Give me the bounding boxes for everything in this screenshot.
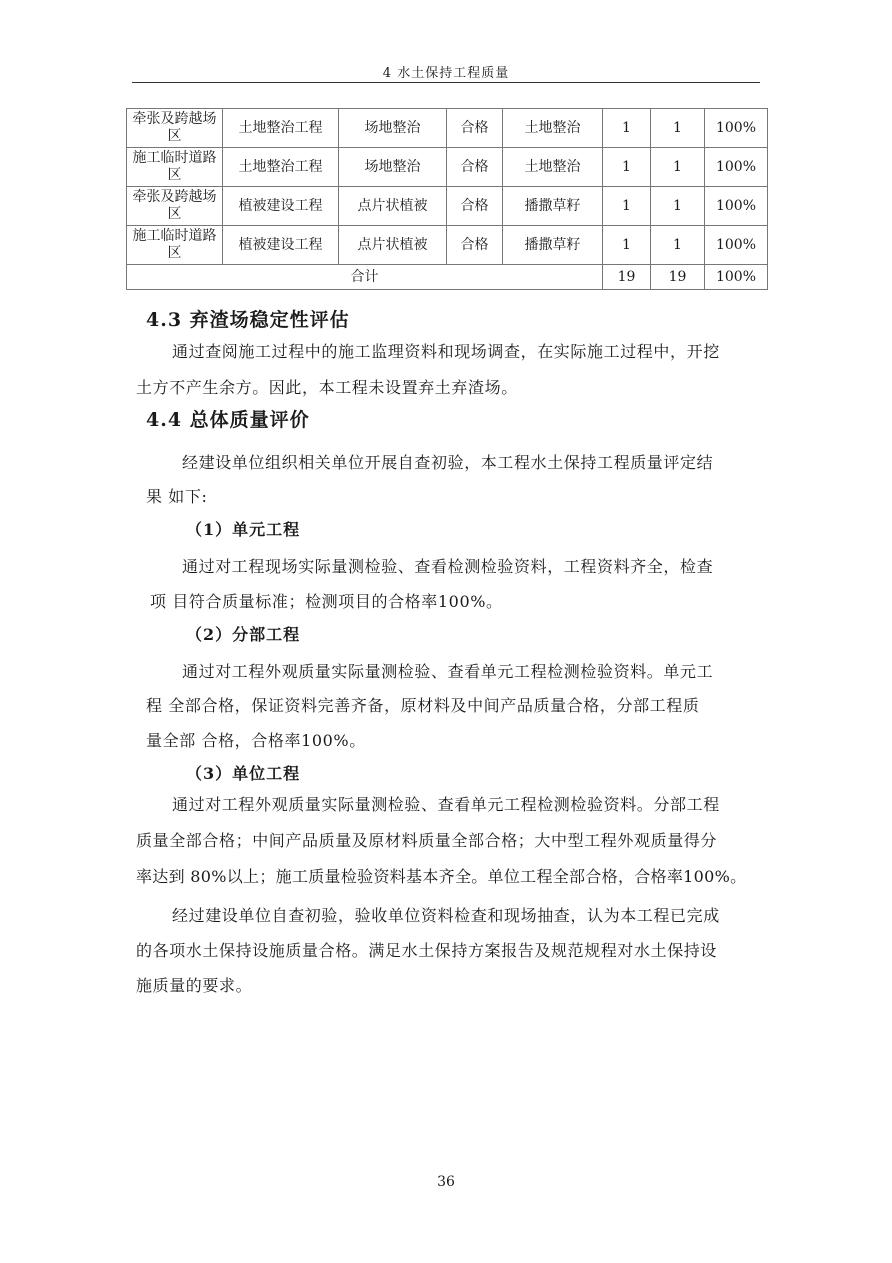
qualified-count-cell: 1 — [651, 148, 705, 187]
project-type-cell: 植被建设工程 — [223, 187, 339, 226]
qualified-count-cell: 1 — [651, 187, 705, 226]
subheading-whole-project: （3）单位工程 — [186, 764, 301, 783]
project-type-cell: 土地整治工程 — [223, 148, 339, 187]
area-cell: 施工临时道路区 — [127, 226, 223, 265]
area-cell: 牵张及跨越场区 — [127, 187, 223, 226]
measure-cell: 播撒草籽 — [503, 226, 603, 265]
grade-cell: 合格 — [447, 109, 503, 148]
paragraph-part-line-2: 程 全部合格，保证资料完善齐备，原材料及中间产品质量合格，分部工程质 — [146, 696, 700, 715]
area-cell: 牵张及跨越场区 — [127, 109, 223, 148]
total-label: 合计 — [127, 265, 603, 290]
table-total-row — [127, 265, 768, 290]
subproject-cell: 场地整治 — [339, 148, 447, 187]
paragraph-4-3-line-2: 土方不产生余方。因此，本工程未设置弃土弃渣场。 — [136, 378, 518, 397]
paragraph-conclusion-line-2: 的各项水土保持设施质量合格。满足水土保持方案报告及规范规程对水土保持设 — [136, 941, 718, 960]
project-type-cell: 植被建设工程 — [223, 226, 339, 265]
grade-cell: 合格 — [447, 226, 503, 265]
table-row — [127, 148, 768, 187]
total-count-2: 19 — [651, 265, 705, 290]
area-cell: 施工临时道路区 — [127, 148, 223, 187]
subproject-cell: 点片状植被 — [339, 226, 447, 265]
page-number: 36 — [437, 1174, 455, 1190]
subproject-cell: 点片状植被 — [339, 187, 447, 226]
heading-4-4: 4.4 总体质量评价 — [146, 409, 310, 431]
paragraph-4-4-intro-line-2: 果 如下: — [146, 487, 208, 506]
rate-cell: 100% — [705, 187, 768, 226]
count-cell: 1 — [603, 148, 651, 187]
qualified-count-cell: 1 — [651, 226, 705, 265]
paragraph-whole-line-2: 质量全部合格；中间产品质量及原材料质量全部合格；大中型工程外观质量得分 — [136, 831, 718, 850]
paragraph-whole-line-3: 率达到 80%以上；施工质量检验资料基本齐全。单位工程全部合格，合格率100%。 — [136, 867, 747, 886]
paragraph-part-line-3: 量全部 合格，合格率100%。 — [146, 731, 366, 750]
paragraph-conclusion-line-1: 经过建设单位自查初验，验收单位资料检查和现场抽查，认为本工程已完成 — [172, 906, 720, 925]
heading-4-3: 4.3 弃渣场稳定性评估 — [146, 309, 350, 331]
rate-cell: 100% — [705, 109, 768, 148]
qualified-count-cell: 1 — [651, 109, 705, 148]
paragraph-4-4-intro-line-1: 经建设单位组织相关单位开展自查初验，本工程水土保持工程质量评定结 — [182, 453, 714, 472]
grade-cell: 合格 — [447, 148, 503, 187]
paragraph-part-line-1: 通过对工程外观质量实际量测检验、查看单元工程检测检验资料。单元工 — [182, 662, 714, 681]
count-cell: 1 — [603, 226, 651, 265]
total-rate: 100% — [705, 265, 768, 290]
table-row — [127, 226, 768, 265]
count-cell: 1 — [603, 109, 651, 148]
running-header: 4 水土保持工程质量 — [382, 66, 510, 81]
header-rule — [132, 82, 760, 83]
subheading-part-project: （2）分部工程 — [186, 625, 301, 644]
measure-cell: 土地整治 — [503, 109, 603, 148]
rate-cell: 100% — [705, 226, 768, 265]
paragraph-conclusion-line-3: 施质量的要求。 — [136, 976, 253, 995]
subheading-unit-project: （1）单元工程 — [186, 520, 301, 539]
total-count-1: 19 — [603, 265, 651, 290]
rate-cell: 100% — [705, 148, 768, 187]
grade-cell: 合格 — [447, 187, 503, 226]
table-row — [127, 109, 768, 148]
measure-cell: 播撒草籽 — [503, 187, 603, 226]
paragraph-unit-line-2: 项 目符合质量标准；检测项目的合格率100%。 — [150, 592, 503, 611]
subproject-cell: 场地整治 — [339, 109, 447, 148]
paragraph-whole-line-1: 通过对工程外观质量实际量测检验、查看单元工程检测检验资料。分部工程 — [172, 795, 720, 814]
table-row — [127, 187, 768, 226]
paragraph-unit-line-1: 通过对工程现场实际量测检验、查看检测检验资料，工程资料齐全，检查 — [182, 557, 714, 576]
paragraph-4-3-line-1: 通过查阅施工过程中的施工监理资料和现场调查，在实际施工过程中，开挖 — [172, 342, 720, 361]
quality-assessment-table — [126, 108, 768, 290]
project-type-cell: 土地整治工程 — [223, 109, 339, 148]
count-cell: 1 — [603, 187, 651, 226]
measure-cell: 土地整治 — [503, 148, 603, 187]
